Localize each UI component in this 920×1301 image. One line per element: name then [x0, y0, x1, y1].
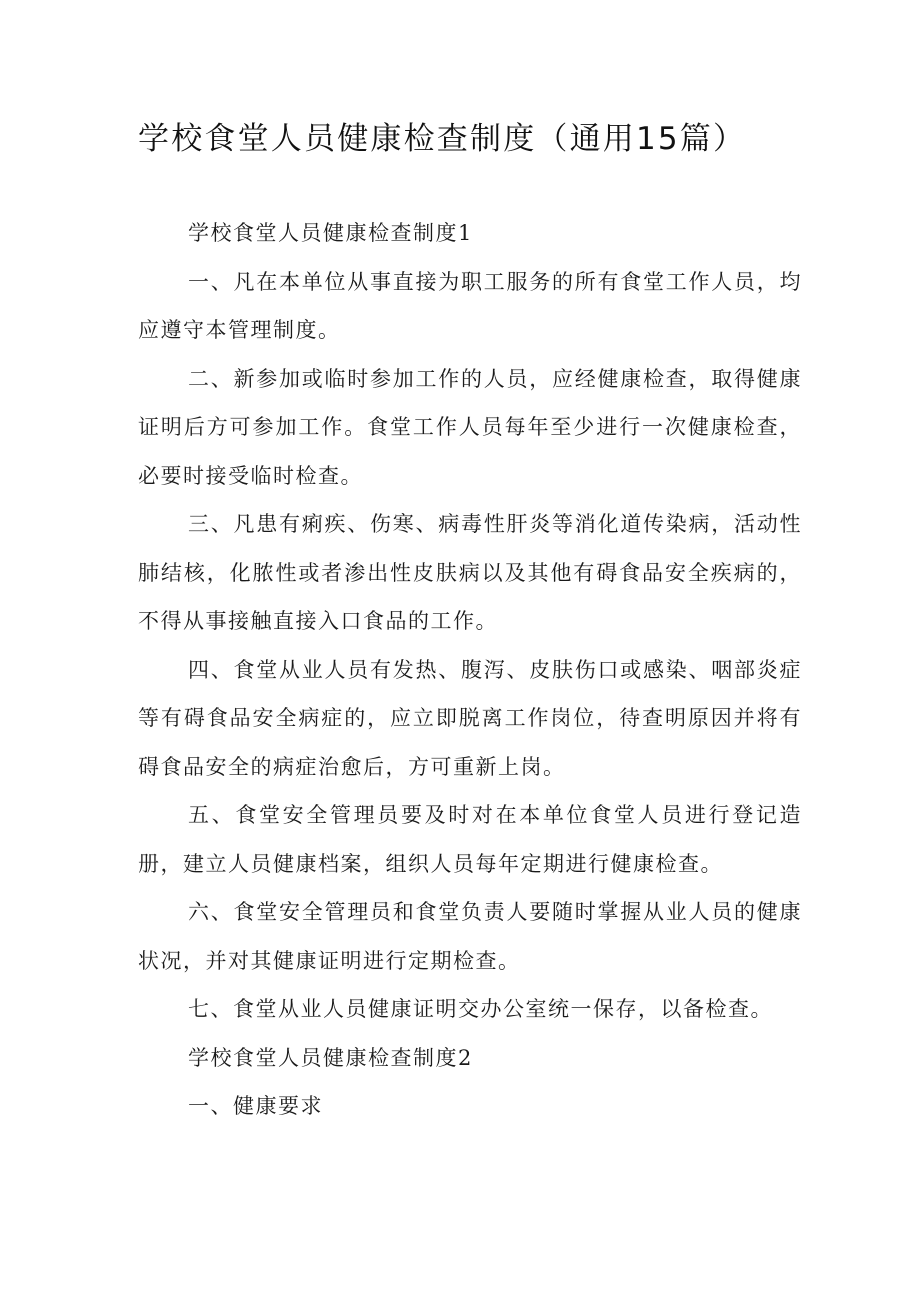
paragraph-item-5: 五、食堂安全管理员要及时对在本单位食堂人员进行登记造册，建立人员健康档案，组织人员每年定期进行健康检查。 [138, 803, 802, 876]
document-title: 学校食堂人员健康检查制度（通用15篇） [138, 121, 747, 157]
paragraph-item-2: 二、新参加或临时参加工作的人员，应经健康检查，取得健康证明后方可参加工作。食堂工作人员每年至少进行一次健康检查，必要时接受临时检查。 [138, 366, 802, 488]
section-heading: 学校食堂人员健康检查制度1 [188, 221, 473, 245]
paragraph-item-3: 三、凡患有痢疾、伤寒、病毒性肝炎等消化道传染病，活动性肺结核，化脓性或者渗出性皮肤病以及其他有碍食品安全疾病的，不得从事接触直接入口食品的工作。 [138, 512, 802, 633]
document-body [138, 209, 802, 1131]
paragraph-item-8: 一、健康要求 [188, 1094, 323, 1118]
paragraph-item-7: 七、食堂从业人员健康证明交办公室统一保存，以备检查。 [188, 997, 773, 1021]
section-heading: 学校食堂人员健康检查制度2 [188, 1045, 473, 1070]
paragraph-item-1: 一、凡在本单位从事直接为职工服务的所有食堂工作人员，均应遵守本管理制度。 [138, 269, 802, 342]
paragraph-item-4: 四、食堂从业人员有发热、腹泻、皮肤伤口或感染、咽部炎症等有碍食品安全病症的，应立即脱离工作岗位，待查明原因并将有碍食品安全的病症治愈后，方可重新上岗。 [138, 657, 802, 779]
paragraph-item-6: 六、食堂安全管理员和食堂负责人要随时掌握从业人员的健康状况，并对其健康证明进行定期检查。 [138, 900, 802, 973]
